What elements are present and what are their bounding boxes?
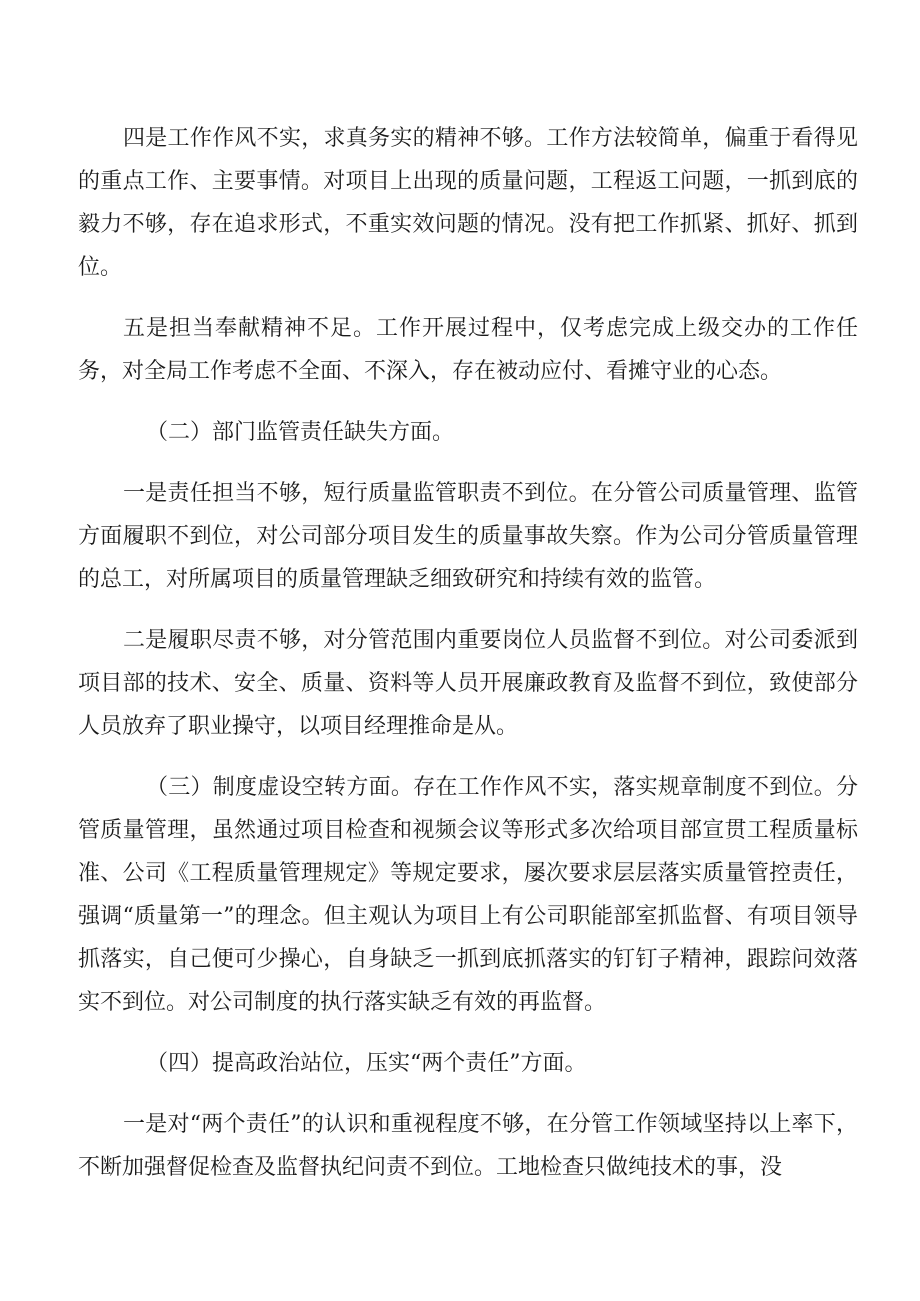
- paragraph-responsibility: 一是责任担当不够，短行质量监管职责不到位。在分管公司质量管理、监管方面履职不到位，对公司部分项目发生的质量事故失察。作为公司分管质量管理的总工，对所属项目的质量管理缺乏细致研究和持续有效的监管。: [78, 481, 858, 592]
- document-body: [78, 117, 858, 1207]
- paragraph-duty-performance: 二是履职尽责不够，对分管范围内重要岗位人员监督不到位。对公司委派到项目部的技术、安全、质量、资料等人员开展廉政教育及监督不到位，致使部分人员放弃了职业操守，以项目经理推命是从。: [78, 628, 858, 739]
- paragraph-two-responsibilities: 一是对“两个责任”的认识和重视程度不够，在分管工作领域坚持以上率下，不断加强督促检查及监督执纪问责不到位。工地检查只做纯技术的事，没: [78, 1112, 858, 1180]
- paragraph-dedication: 五是担当奉献精神不足。工作开展过程中，仅考虑完成上级交办的工作任务，对全局工作考虑不全面、不深入，存在被动应付、看摊守业的心态。: [78, 316, 858, 384]
- section-heading-political-stance: （四）提高政治站位，压实“两个责任”方面。: [146, 1051, 587, 1076]
- paragraph-work-style: 四是工作作风不实，求真务实的精神不够。工作方法较简单，偏重于看得见的重点工作、主要事情。对项目上出现的质量问题，工程返工问题，一抓到底的毅力不够，存在追求形式，不重实效问题的情况。没有把工作抓紧、抓好、抓到位。: [78, 126, 858, 280]
- section-heading-supervision: （二）部门监管责任缺失方面。: [146, 420, 455, 445]
- paragraph-system-implementation: （三）制度虚设空转方面。存在工作作风不实，落实规章制度不到位。分管质量管理，虽然通过项目检查和视频会议等形式多次给项目部宣贯工程质量标准、公司《工程质量管理规定》等规定要求，屡次要求层层落实质量管控责任，强调“质量第一”的理念。但主观认为项目上有公司职能部室抓监督、有项目领导抓落实，自己便可少操心，自身缺乏一抓到底抓落实的钉钉子精神，跟踪问效落实不到位。对公司制度的执行落实缺乏有效的再监督。: [78, 775, 858, 1015]
